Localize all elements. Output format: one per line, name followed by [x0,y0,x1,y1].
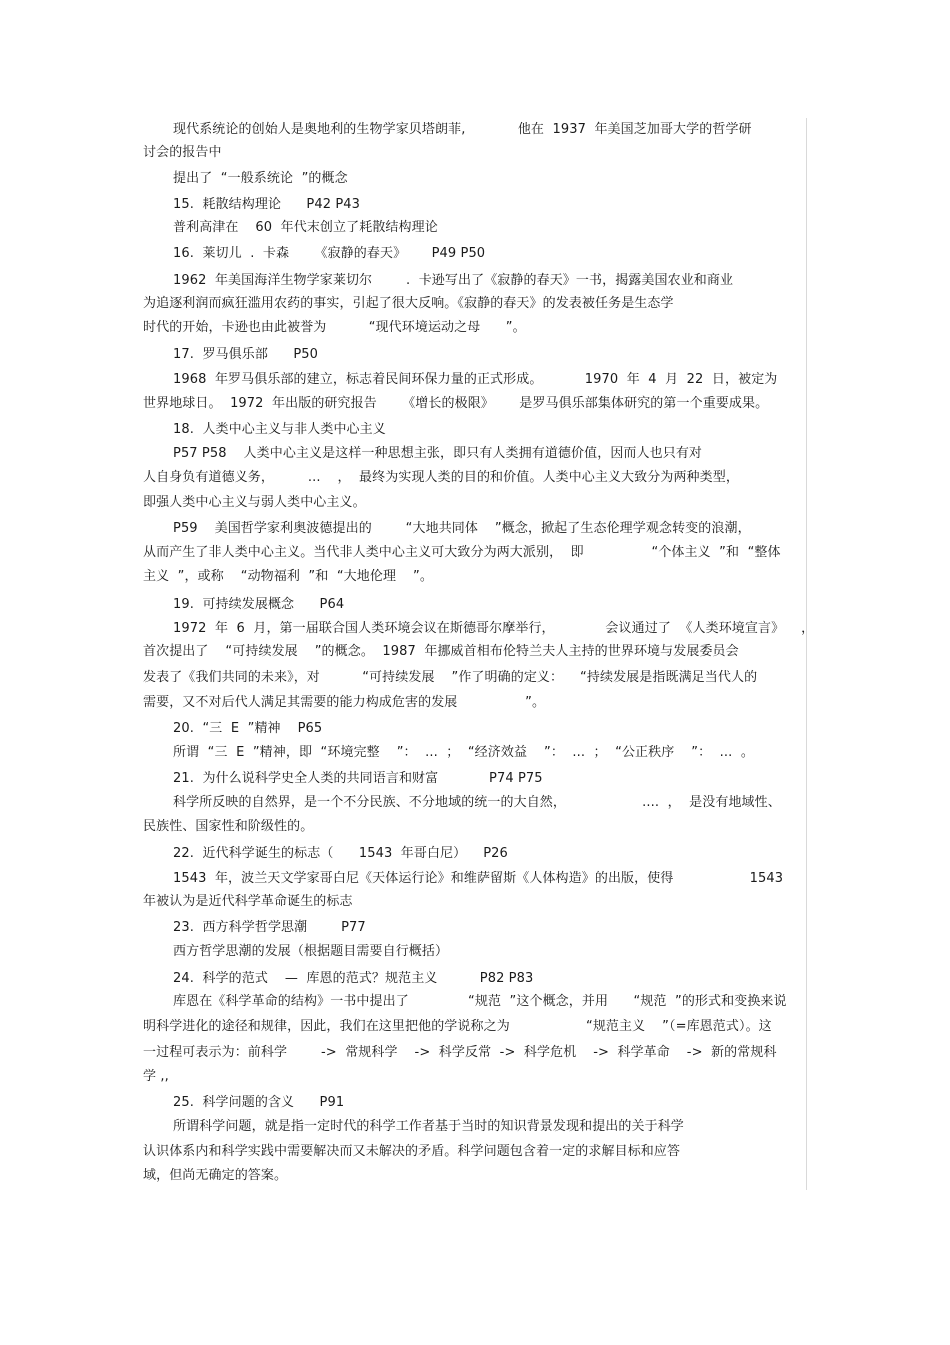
section-heading: 21. 为什么说科学史全人类的共同语言和财富 P74 P75 [173,771,543,786]
text-line: 1972 年 6 月，第一届联合国人类环境会议在斯德哥尔摩举行， 会议通过了 《人类环境宣言》 ， [173,621,815,636]
text-line: 需要，又不对后代人满足其需要的能力构成危害的发展 ”。 [143,695,546,710]
text-line: 认识体系内和科学实践中需要解决而又未解决的矛盾。科学问题包含着一定的求解目标和应答 [143,1144,681,1159]
text-line: 1968 年罗马俱乐部的建立，标志着民间环保力量的正式形成。 1970 年 4 月 22 日，被定为 [173,372,778,387]
section-heading: 15. 耗散结构理论 P42 P43 [173,197,361,212]
section-heading: 24. 科学的范式 — 库恩的范式？规范主义 P82 P83 [173,971,534,986]
text-line: 为追逐利润而疯狂滥用农药的事实，引起了很大反响。《寂静的春天》的发表被任务是生态学 [143,296,674,311]
text-line: 普利高津在 60 年代末创立了耗散结构理论 [173,220,438,235]
section-heading: 19. 可持续发展概念 P64 [173,597,345,612]
text-line: 1962 年美国海洋生物学家莱切尔 . 卡逊写出了《寂静的春天》一书，揭露美国农业和商业 [173,273,734,288]
text-line: 库恩在《科学革命的结构》一书中提出了 “规范 ”这个概念，并用 “规范 ”的形式和变换来说 [173,994,787,1009]
text-line: 民族性、国家性和阶级性的。 [143,819,314,834]
text-line: 现代系统论的创始人是奥地利的生物学家贝塔朗菲, 他在 1937 年美国芝加哥大学的哲学研 [173,122,752,137]
text-line: 所谓科学问题，就是指一定时代的科学工作者基于当时的知识背景发现和提出的关于科学 [173,1119,684,1134]
text-line: 讨会的报告中 [143,145,222,160]
text-line: 发表了《我们共同的未来》，对 “可持续发展 ”作了明确的定义： “持续发展是指既满足当代人的 [143,670,758,685]
section-heading: 23. 西方科学哲学思潮 P77 [173,920,366,935]
text-line: 明科学进化的途径和规律，因此，我们在这里把他的学说称之为 “规范主义 ”（=库恩范式）。这 [143,1019,772,1034]
text-line: 人自身负有道德义务， ... ， 最终为实现人类的目的和价值。人类中心主义大致分为两种类型， [143,470,739,485]
section-heading: 18. 人类中心主义与非人类中心主义 [173,422,386,437]
text-line: 科学所反映的自然界，是一个不分民族、不分地域的统一的大自然， .... ， 是没有地域性、 [173,795,781,810]
text-line: 1543 年，波兰天文学家哥白尼《天体运行论》和维萨留斯《人体构造》的出版，使得 1543 [173,871,784,886]
section-heading: 20. “三 E ”精神 P65 [173,721,323,736]
text-line: 学 ,, [143,1069,169,1084]
text-line: 一过程可表示为：前科学 -> 常规科学 -> 科学反常 -> 科学危机 -> 科学革命 -> 新的常规科 [143,1045,777,1060]
text-line: 从而产生了非人类中心主义。当代非人类中心主义可大致分为两大派别， 即 “个体主义 ”和 “整体 [143,545,781,560]
margin-rule [806,118,807,1190]
text-line: 提出了 “一般系统论 ”的概念 [173,171,348,186]
text-line: 世界地球日。 1972 年出版的研究报告 《增长的极限》 是罗马俱乐部集体研究的第一个重要成果。 [143,396,769,411]
section-heading: 16. 莱切儿 . 卡森 《寂静的春天》 P49 P50 [173,246,486,261]
text-line: 年被认为是近代科学革命诞生的标志 [143,894,353,909]
text-line: 首次提出了 “可持续发展 ”的概念。 1987 年挪威首相布伦特兰夫人主持的世界环境与发展委员会 [143,644,739,659]
text-line: P59 美国哲学家利奥波德提出的 “大地共同体 ”概念，掀起了生态伦理学观念转变的浪潮， [173,521,751,536]
section-heading: 25. 科学问题的含义 P91 [173,1095,345,1110]
text-line: 所谓 “三 E ”精神，即 “环境完整 ”： ... ； “经济效益 ”： ... ； “公正秩序 ”： ... 。 [173,745,754,760]
text-line: 时代的开始，卡逊也由此被誉为 “现代环境运动之母 ”。 [143,320,526,335]
text-line: P57 P58 人类中心主义是这样一种思想主张，即只有人类拥有道德价值，因而人也只有对 [173,446,703,461]
section-heading: 17. 罗马俱乐部 P50 [173,347,319,362]
text-line: 主义 ”，或称 “动物福利 ”和 “大地伦理 ”。 [143,569,433,584]
text-line: 西方哲学思潮的发展（根据题目需要自行概括） [173,944,449,959]
text-line: 即强人类中心主义与弱人类中心主义。 [143,495,366,510]
text-line: 域，但尚无确定的答案。 [143,1168,288,1183]
section-heading: 22. 近代科学诞生的标志（ 1543 年哥白尼） P26 [173,846,508,861]
